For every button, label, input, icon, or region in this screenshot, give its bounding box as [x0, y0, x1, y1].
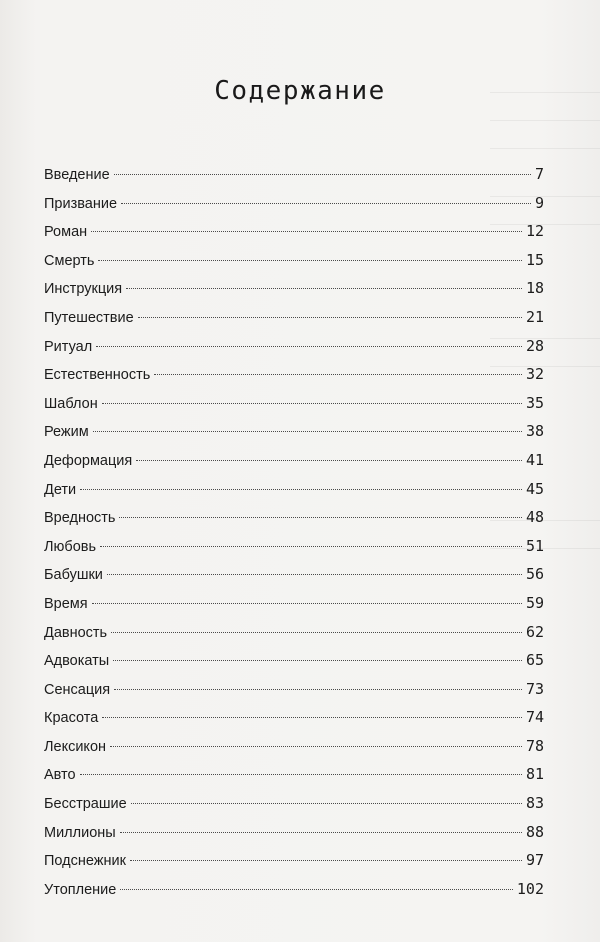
toc-entry-label: Утопление: [44, 881, 117, 898]
dot-leader: [102, 403, 522, 404]
toc-entry: [44, 475, 544, 504]
toc-entry: [44, 532, 544, 561]
table-of-contents: [44, 160, 544, 903]
dot-leader: [114, 689, 522, 690]
toc-entry-label: Миллионы: [44, 824, 116, 841]
toc-entry-page-number: 45: [525, 479, 544, 498]
toc-entry-label: Инструкция: [44, 281, 123, 298]
toc-entry-label: Шаблон: [44, 395, 98, 412]
toc-entry: [44, 503, 544, 532]
toc-entry: [44, 303, 544, 332]
toc-entry: [44, 417, 544, 446]
toc-entry: [44, 446, 544, 475]
toc-entry-page-number: 41: [525, 450, 544, 469]
toc-entry-page-number: 32: [525, 365, 544, 384]
toc-entry-label: Вредность: [44, 510, 116, 527]
toc-entry: [44, 818, 544, 847]
dot-leader: [111, 632, 522, 633]
dot-leader: [91, 231, 522, 232]
dot-leader: [80, 774, 522, 775]
dot-leader: [130, 860, 522, 861]
toc-entry: [44, 618, 544, 647]
dot-leader: [136, 460, 522, 461]
toc-entry: [44, 332, 544, 361]
toc-entry-page-number: 102: [516, 879, 544, 898]
toc-entry-page-number: 15: [525, 250, 544, 269]
toc-entry-label: Призвание: [44, 195, 118, 212]
dot-leader: [138, 317, 522, 318]
dot-leader: [80, 489, 522, 490]
toc-entry-page-number: 21: [525, 307, 544, 326]
toc-entry-page-number: 88: [525, 822, 544, 841]
dot-leader: [114, 174, 531, 175]
toc-entry-page-number: 48: [525, 508, 544, 527]
toc-entry-page-number: 78: [525, 736, 544, 755]
toc-entry-label: Деформация: [44, 452, 133, 469]
toc-entry: [44, 760, 544, 789]
toc-entry-label: Лексикон: [44, 738, 107, 755]
dot-leader: [126, 288, 522, 289]
toc-entry-label: Дети: [44, 481, 77, 498]
toc-entry: [44, 589, 544, 618]
toc-entry-label: Естественность: [44, 367, 151, 384]
toc-entry: [44, 732, 544, 761]
bleed-through-line: [490, 120, 600, 121]
dot-leader: [93, 431, 522, 432]
toc-entry-label: Сенсация: [44, 681, 111, 698]
toc-entry: [44, 389, 544, 418]
toc-entry: [44, 560, 544, 589]
toc-entry-label: Введение: [44, 167, 110, 183]
toc-entry-page-number: 9: [534, 193, 544, 212]
toc-entry-label: Красота: [44, 710, 99, 727]
dot-leader: [92, 603, 522, 604]
dot-leader: [96, 346, 522, 347]
toc-entry-label: Смерть: [44, 252, 95, 269]
toc-entry-label: Адвокаты: [44, 653, 110, 670]
toc-entry: [44, 274, 544, 303]
toc-entry: [44, 189, 544, 218]
dot-leader: [102, 717, 522, 718]
toc-entry: [44, 646, 544, 675]
toc-entry-page-number: 51: [525, 536, 544, 555]
dot-leader: [98, 260, 521, 261]
toc-entry-page-number: 56: [525, 565, 544, 584]
toc-entry-page-number: 73: [525, 679, 544, 698]
bleed-through-line: [490, 148, 600, 149]
toc-entry: [44, 789, 544, 818]
toc-entry-label: Режим: [44, 424, 89, 441]
toc-entry-label: Подснежник: [44, 853, 126, 870]
toc-entry-label: Любовь: [44, 538, 97, 555]
dot-leader: [113, 660, 522, 661]
toc-entry: [44, 703, 544, 732]
page-title: Содержание: [214, 76, 386, 106]
dot-leader: [120, 889, 513, 890]
dot-leader: [154, 374, 522, 375]
toc-entry-page-number: 65: [525, 651, 544, 670]
toc-entry-page-number: 18: [525, 279, 544, 298]
toc-entry-label: Время: [44, 595, 88, 612]
toc-entry-page-number: 12: [525, 222, 544, 241]
toc-entry-label: Роман: [44, 224, 88, 241]
dot-leader: [100, 546, 522, 547]
toc-entry-label: Авто: [44, 767, 76, 784]
toc-entry: [44, 875, 544, 904]
dot-leader: [120, 832, 522, 833]
toc-entry-page-number: 28: [525, 336, 544, 355]
toc-entry: [44, 217, 544, 246]
toc-entry-page-number: 81: [525, 765, 544, 784]
toc-entry: [44, 360, 544, 389]
dot-leader: [131, 803, 522, 804]
toc-entry-label: Бесстрашие: [44, 796, 127, 813]
dot-leader: [110, 746, 522, 747]
dot-leader: [119, 517, 521, 518]
toc-entry: [44, 846, 544, 875]
dot-leader: [107, 574, 522, 575]
dot-leader: [121, 203, 531, 204]
toc-entry-page-number: 59: [525, 593, 544, 612]
toc-entry: [44, 246, 544, 275]
toc-entry-label: Бабушки: [44, 567, 103, 584]
toc-entry-page-number: 74: [525, 708, 544, 727]
toc-entry-page-number: 7: [534, 165, 544, 183]
toc-entry: [44, 675, 544, 704]
toc-entry-label: Путешествие: [44, 309, 134, 326]
toc-entry-page-number: 35: [525, 393, 544, 412]
toc-entry-page-number: 97: [525, 851, 544, 870]
toc-entry-page-number: 83: [525, 794, 544, 813]
toc-entry-page-number: 62: [525, 622, 544, 641]
toc-entry-label: Ритуал: [44, 338, 93, 355]
toc-entry: [44, 160, 544, 189]
toc-entry-label: Давность: [44, 624, 108, 641]
toc-entry-page-number: 38: [525, 422, 544, 441]
